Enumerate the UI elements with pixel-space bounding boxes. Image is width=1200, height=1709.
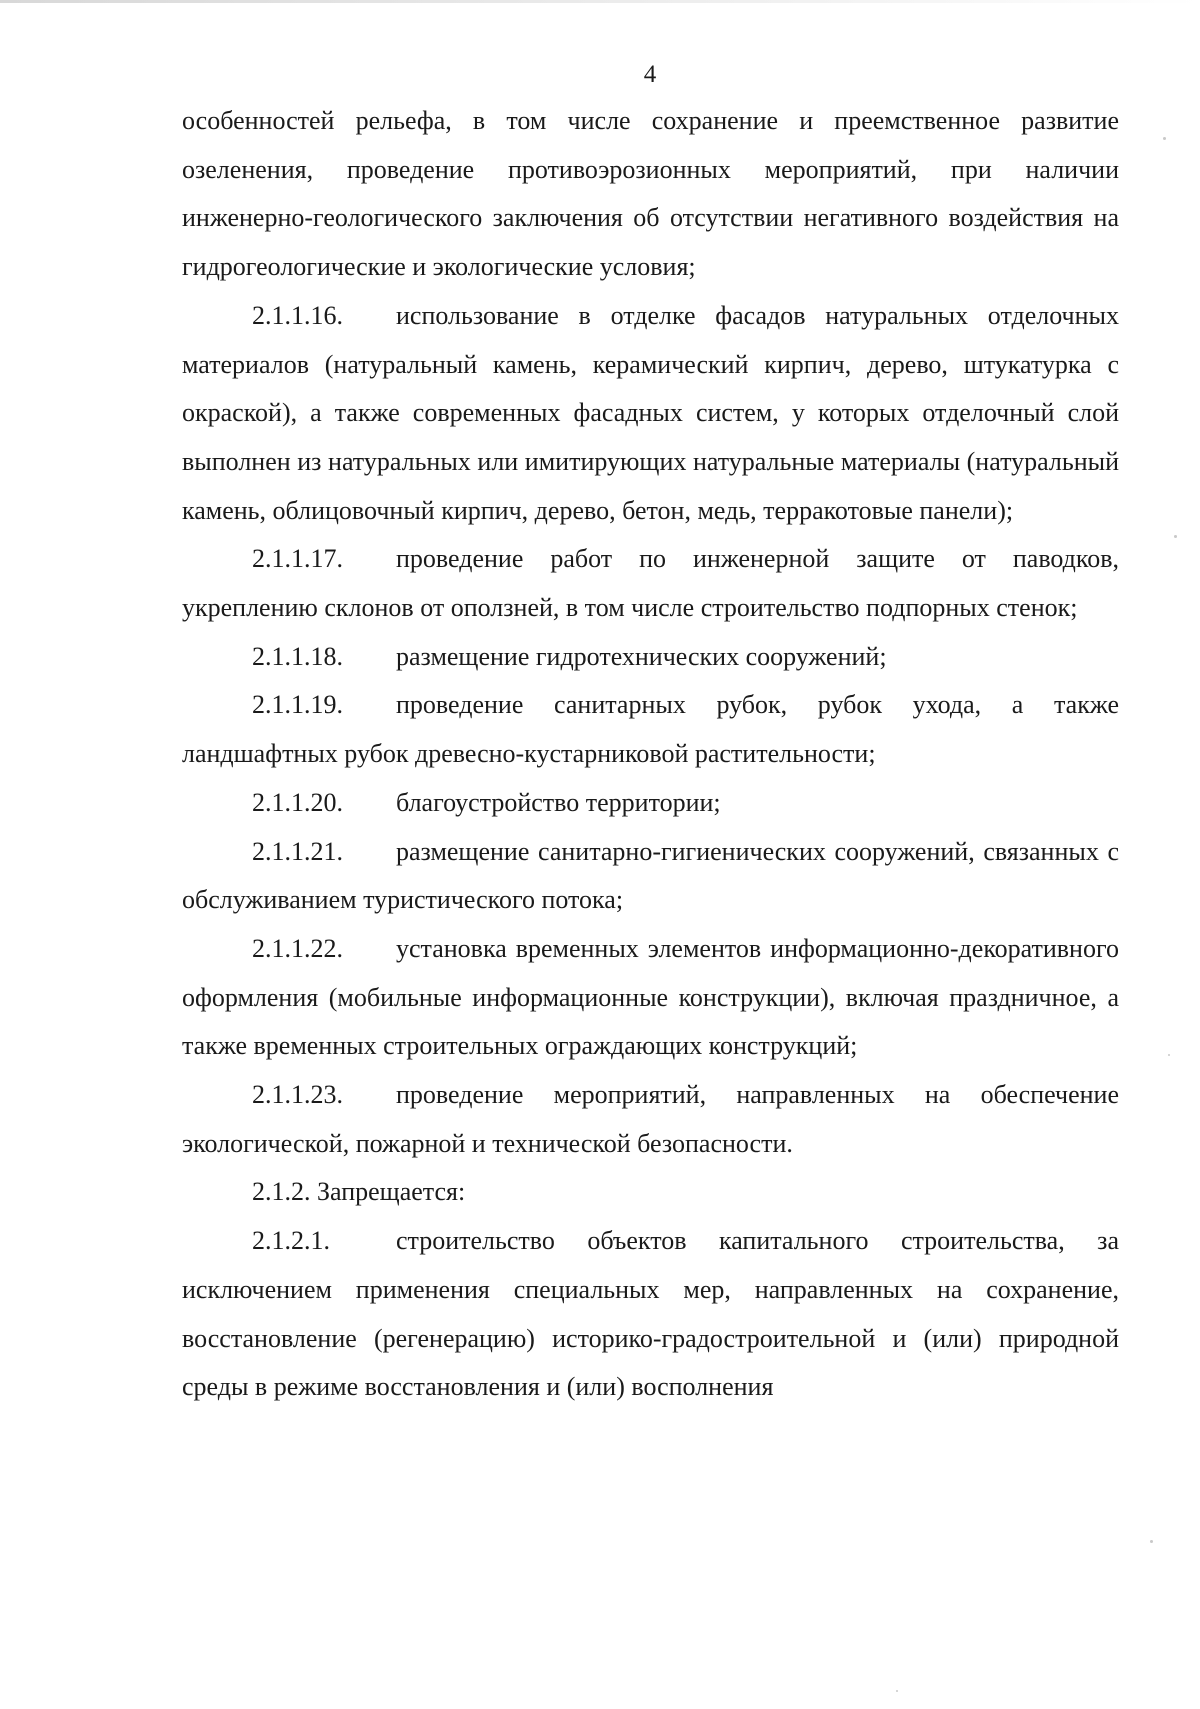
- clause-2-1-1-21: [182, 828, 1119, 925]
- clause-text: размещение гидротехнических сооружений;: [396, 641, 887, 671]
- clause-2-1-1-20: [182, 779, 1119, 828]
- clause-text: использование в отделке фасадов натуральных отделочных материалов (натуральный камень, керамический кирпич, дерево, штукатурка с окраской), а также современных фасадных систем, у которых отделочный слой выполнен из натуральных или имитирующих натуральные материалы (натуральный камень, облицовочный кирпич, дерево, бетон, медь, терракотовые панели);: [182, 300, 1119, 525]
- paragraph-text: особенностей рельефа, в том числе сохранение и преемственное развитие озеленения, проведение противоэрозионных мероприятий, при наличии инженерно-геологического заключения об отсутствии негативного воздействия на гидрогеологические и экологические условия;: [182, 106, 1119, 282]
- section-heading: 2.1.2. Запрещается:: [252, 1177, 466, 1207]
- clause-text: проведение работ по инженерной защите от паводков, укреплению склонов от оползней, в том числе строительство подпорных стенок;: [182, 544, 1119, 623]
- scan-speck: [1163, 137, 1166, 140]
- clause-text: проведение мероприятий, направленных на обеспечение экологической, пожарной и технической безопасности.: [182, 1080, 1119, 1158]
- clause-number: 2.1.1.23.: [252, 1080, 343, 1110]
- clause-number: 2.1.2.1.: [252, 1226, 330, 1256]
- page-number: 4: [643, 61, 657, 88]
- document-body: [182, 97, 1119, 1412]
- clause-number: 2.1.1.19.: [252, 690, 343, 720]
- scan-speck: [1168, 1054, 1170, 1056]
- clause-number: 2.1.1.22.: [252, 933, 343, 963]
- clause-text: строительство объектов капитального строительства, за исключением применения специальных мер, направленных на сохранение, восстановление (регенерацию) историко-градостроительной и (или) природной среды в режиме восстановления и (или) восполнения: [182, 1226, 1119, 1402]
- scan-edge: [0, 0, 1200, 3]
- paragraph-continued: [182, 97, 1119, 292]
- clause-text: проведение санитарных рубок, рубок ухода, а также ландшафтных рубок древесно-кустарниковой растительности;: [182, 690, 1119, 769]
- clause-2-1-1-19: [182, 681, 1119, 778]
- clause-text: размещение санитарно-гигиенических сооружений, связанных с обслуживанием туристического потока;: [182, 836, 1119, 915]
- clause-2-1-1-18: [182, 633, 1119, 682]
- clause-2-1-1-22: [182, 925, 1119, 1071]
- clause-number: 2.1.1.18.: [252, 641, 343, 671]
- scan-speck: [896, 1690, 898, 1692]
- clause-2-1-1-16: [182, 292, 1119, 536]
- clause-text: установка временных элементов информационно-декоративного оформления (мобильные информационные конструкции), включая праздничное, а также временных строительных ограждающих конструкций;: [182, 933, 1119, 1061]
- scan-speck: [1150, 1540, 1153, 1543]
- scan-speck: [1174, 535, 1177, 538]
- clause-number: 2.1.1.20.: [252, 787, 343, 817]
- clause-2-1-2-1: [182, 1217, 1119, 1412]
- clause-2-1-1-23: [182, 1071, 1119, 1168]
- clause-2-1-1-17: [182, 535, 1119, 632]
- clause-number: 2.1.1.17.: [252, 544, 343, 574]
- clause-number: 2.1.1.16.: [252, 300, 343, 330]
- clause-number: 2.1.1.21.: [252, 836, 343, 866]
- clause-text: благоустройство территории;: [396, 787, 721, 817]
